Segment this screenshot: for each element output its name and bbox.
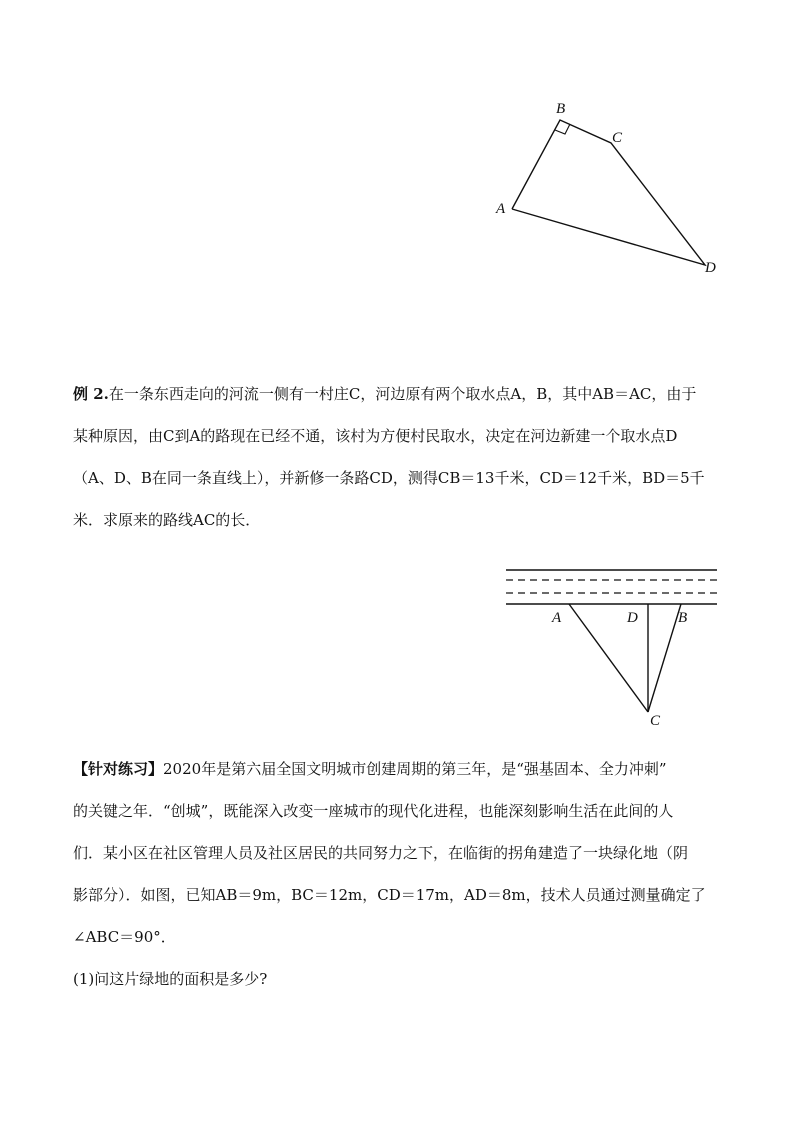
- label-a: A: [496, 201, 506, 217]
- practice-line-4: 影部分）．如图，已知AB＝9m，BC＝12m，CD＝17m，AD＝8m，技术人员通过测量确定了: [73, 886, 706, 904]
- label-d: D: [627, 610, 638, 626]
- label-c: C: [612, 130, 623, 146]
- figure-river: [500, 560, 730, 735]
- label-b: B: [556, 101, 566, 117]
- example-2-text: [73, 373, 723, 541]
- practice-label: 【针对练习】: [73, 760, 164, 778]
- example-2-line-4: 米．求原来的路线AC的长．: [73, 511, 261, 529]
- segment-bc: [648, 604, 681, 712]
- label-c: C: [650, 713, 661, 729]
- practice-line-3: 们．某小区在社区管理人员及社区居民的共同努力之下，在临街的拐角建造了一块绿化地（阴: [73, 844, 689, 862]
- practice-line-2: 的关键之年．“创城”，既能深入改变一座城市的现代化进程，也能深刻影响生活在此间的人: [73, 802, 674, 820]
- label-d: D: [705, 260, 716, 276]
- example-2-label: 例 2.: [73, 385, 109, 403]
- figure-quadrilateral: [490, 95, 730, 285]
- practice-text: [73, 748, 723, 1000]
- practice-question-1: (1)问这片绿地的面积是多少?: [73, 970, 268, 988]
- practice-line-1: 【针对练习】2020年是第六届全国文明城市创建周期的第三年，是“强基固本、全力冲刺”: [73, 760, 667, 778]
- example-2-line-1: 例 2.在一条东西走向的河流一侧有一村庄C，河边原有两个取水点A，B，其中AB＝AC，由于: [73, 385, 697, 403]
- label-b: B: [678, 610, 688, 626]
- quadrilateral-outline: [512, 120, 705, 265]
- example-2-line-3: （A、D、B在同一条直线上），并新修一条路CD，测得CB＝13千米，CD＝12千米，BD＝5千: [73, 469, 705, 487]
- label-a: A: [552, 610, 562, 626]
- example-2-line-2: 某种原因，由C到A的路现在已经不通，该村为方便村民取水，决定在河边新建一个取水点D: [73, 427, 678, 445]
- practice-line-5: ∠ABC＝90°．: [73, 928, 176, 946]
